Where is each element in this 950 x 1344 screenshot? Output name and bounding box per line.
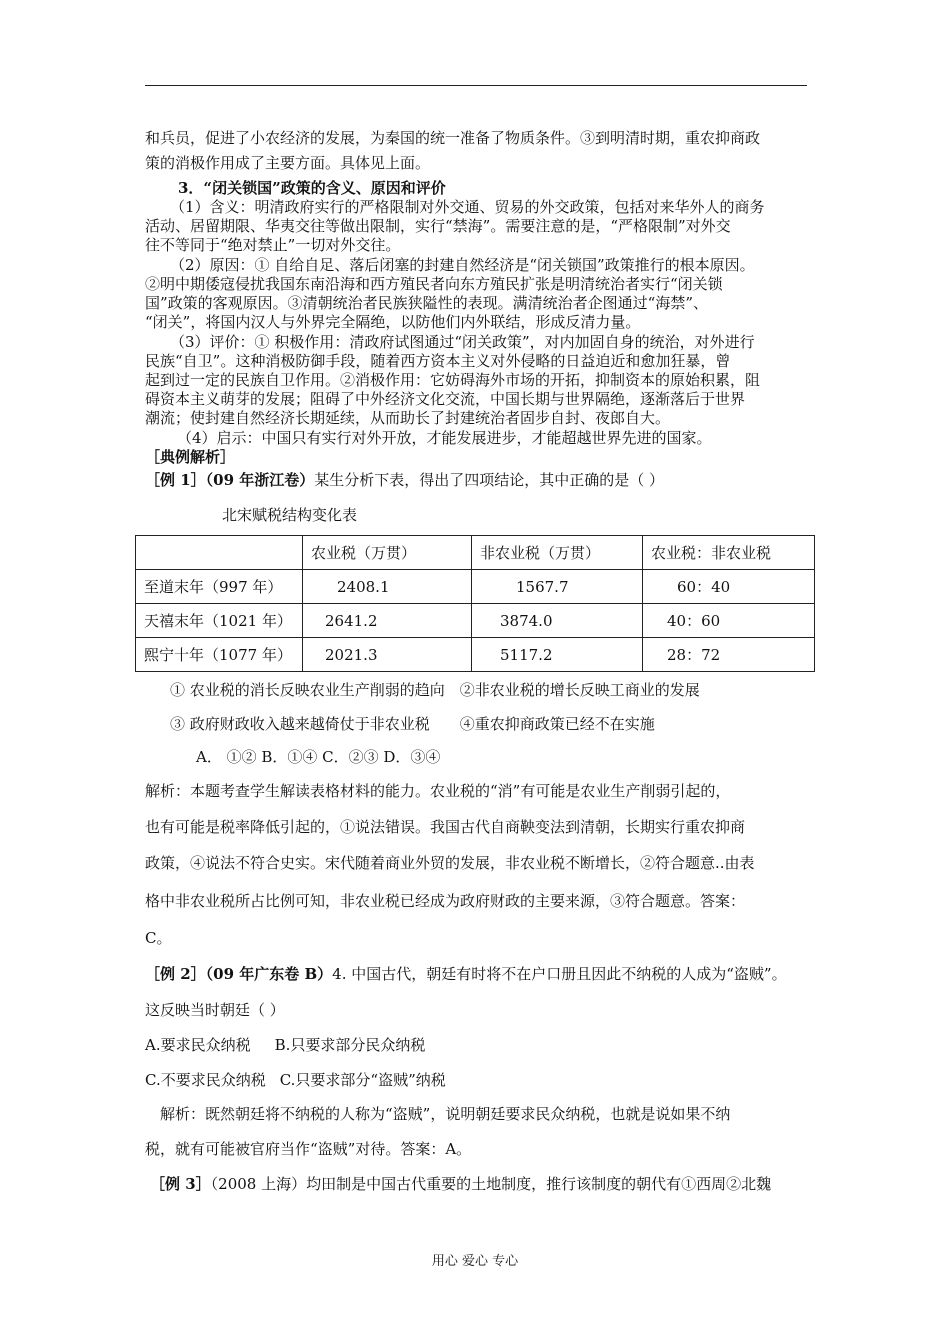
example-1-question <box>145 470 664 490</box>
table-cell: 2021.3 <box>303 638 472 672</box>
example-label: ［例 3］ <box>150 1175 211 1193</box>
paragraph-line: 活动、居留期限、华夷交往等做出限制，实行“禁海”。需要注意的是，“严格限制”对外交 <box>145 217 731 235</box>
table-row <box>136 638 815 672</box>
option-row <box>145 1035 425 1055</box>
table-cell: 60：40 <box>643 570 815 604</box>
table-row <box>136 604 815 638</box>
table-header-cell: 非农业税（万贯） <box>472 536 643 570</box>
paragraph-line: （3）评价：① 积极作用：清政府试图通过“闭关政策”，对内加固自身的统治，对外进行 <box>170 333 755 351</box>
table-cell: 2408.1 <box>303 570 472 604</box>
table-header-cell: 农业税（万贯） <box>303 536 472 570</box>
analysis-line: 格中非农业税所占比例可知，非农业税已经成为政府财政的主要来源，③符合题意。答案： <box>145 892 746 910</box>
paragraph-line: 往不等同于“绝对禁止”一切对外交往。 <box>145 236 401 254</box>
paragraph-line: ②明中期倭寇侵扰我国东南沿海和西方殖民者向东方殖民扩张是明清统治者实行“闭关锁 <box>145 275 723 293</box>
paragraph-line: （2）原因：① 自给自足、落后闭塞的封建自然经济是“闭关锁国”政策推行的根本原因。 <box>170 256 755 274</box>
analysis-line: 解析：既然朝廷将不纳税的人称为“盗贼”，说明朝廷要求民众纳税，也就是说如果不纳 <box>160 1105 731 1123</box>
option-c: C.不要求民众纳税 <box>145 1071 266 1089</box>
header-rule <box>145 85 807 86</box>
question-text: 某生分析下表，得出了四项结论，其中正确的是（ ） <box>314 471 665 489</box>
option-a: A.要求民众纳税 <box>145 1036 251 1054</box>
page-footer: 用心 爱心 专心 <box>431 1254 519 1269</box>
example-label: ［例 2］（09 年广东卷 B） <box>145 965 333 983</box>
analysis-line: 政策，④说法不符合史实。宋代随着商业外贸的发展，非农业税不断增长，②符合题意..由表 <box>145 854 755 872</box>
tax-structure-table <box>135 535 815 672</box>
conclusion-options: ① 农业税的消长反映农业生产削弱的趋向 ②非农业税的增长反映工商业的发展 <box>170 681 700 699</box>
paragraph-line: 和兵员，促进了小农经济的发展，为秦国的统一准备了物质条件。③到明清时期，重农抑商政 <box>145 129 761 147</box>
analysis-line: C。 <box>145 929 172 947</box>
conclusion-options: ③ 政府财政收入越来越倚仗于非农业税 ④重农抑商政策已经不在实施 <box>170 715 655 733</box>
table-cell: 2641.2 <box>303 604 472 638</box>
paragraph-line: 起到过一定的民族自卫作用。②消极作用：它妨碍海外市场的开拓，抑制资本的原始积累，阻 <box>145 371 761 389</box>
analysis-line: 解析：本题考查学生解读表格材料的能力。农业税的“消”有可能是农业生产削弱引起的， <box>145 782 731 800</box>
section-label: ［典例解析］ <box>145 448 236 466</box>
question-line: 这反映当时朝廷（ ） <box>145 1001 285 1019</box>
table-cell: 1567.7 <box>472 570 643 604</box>
table-cell: 5117.2 <box>472 638 643 672</box>
table-cell: 40：60 <box>643 604 815 638</box>
question-text: 4. 中国古代，朝廷有时将不在户口册且因此不纳税的人成为“盗贼”。 <box>332 965 787 983</box>
analysis-line: 税，就有可能被官府当作“盗贼”对待。答案：A。 <box>145 1140 472 1158</box>
paragraph-line: （1）含义：明清政府实行的严格限制对外交通、贸易的外交政策，包括对来华外人的商务 <box>170 198 765 216</box>
paragraph-line: “闭关”，将国内汉人与外界完全隔绝，以防他们内外联结，形成反清力量。 <box>145 313 641 331</box>
table-header-cell <box>136 536 303 570</box>
table-row <box>136 570 815 604</box>
paragraph-line: （4）启示：中国只有实行对外开放，才能发展进步，才能超越世界先进的国家。 <box>177 429 712 447</box>
paragraph-line: 国”政策的客观原因。③清朝统治者民族狭隘性的表现。满清统治者企图通过“海禁”、 <box>145 294 709 312</box>
example-label: ［例 1］（09 年浙江卷） <box>145 471 315 489</box>
table-cell: 天禧末年（1021 年） <box>136 604 303 638</box>
table-cell: 熙宁十年（1077 年） <box>136 638 303 672</box>
analysis-line: 也有可能是税率降低引起的，①说法错误。我国古代自商鞅变法到清朝，长期实行重农抑商 <box>145 818 746 836</box>
option-b: B.只要求部分民众纳税 <box>274 1036 426 1054</box>
table-header-cell: 农业税：非农业税 <box>643 536 815 570</box>
table-title: 北宋赋税结构变化表 <box>222 506 358 524</box>
table-cell: 至道末年（997 年） <box>136 570 303 604</box>
paragraph-line: 碍资本主义萌芽的发展；阻碍了中外经济文化交流，中国长期与世界隔绝，逐渐落后于世界 <box>145 390 746 408</box>
paragraph-line: 民族“自卫”。这种消极防御手段，随着西方资本主义对外侵略的日益迫近和愈加狂暴，曾 <box>145 352 731 370</box>
example-2-question <box>145 964 787 984</box>
example-3-question <box>150 1174 771 1194</box>
table-header-row <box>136 536 815 570</box>
paragraph-line: 潮流；使封建自然经济长期延续，从而助长了封建统治者固步自封、夜郎自大。 <box>145 409 671 427</box>
table-cell: 28：72 <box>643 638 815 672</box>
option-row <box>145 1070 446 1090</box>
option-d: C.只要求部分“盗贼”纳税 <box>279 1071 446 1089</box>
paragraph-line: 策的消极作用成了主要方面。具体见上面。 <box>145 154 431 172</box>
question-text: （2008 上海）均田制是中国古代重要的土地制度，推行该制度的朝代有①西周②北魏 <box>210 1175 772 1193</box>
table-cell: 3874.0 <box>472 604 643 638</box>
section-heading: 3．“闭关锁国”政策的含义、原因和评价 <box>178 179 446 197</box>
answer-choices: A． ①② B．①④ C．②③ D．③④ <box>196 748 441 766</box>
